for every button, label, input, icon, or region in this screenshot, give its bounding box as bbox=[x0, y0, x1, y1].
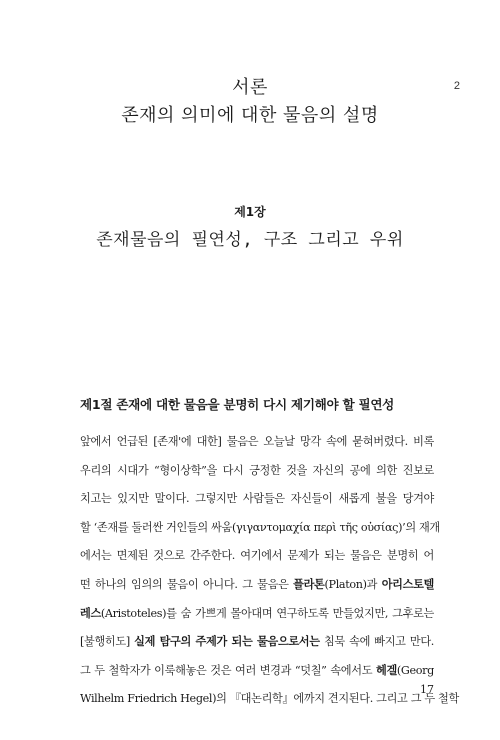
chapter-marker: 2 bbox=[453, 80, 460, 92]
body-line: 치고는 있지만 말이다. 그렇지만 사람들은 자신들이 새롭게 불을 당겨야 bbox=[80, 492, 434, 506]
section-heading: 제1절 존재에 대한 물음을 분명히 다시 제기해야 할 필연성 bbox=[80, 397, 395, 412]
body-text-segment: [불행히도] bbox=[80, 635, 135, 649]
emphasis-research-theme: 실제 탐구의 주제가 되는 물음으로서는 bbox=[134, 635, 320, 649]
body-text-segment: 그 두 철학자가 이룩해놓은 것은 여러 변경과 “덧칠” 속에서도 bbox=[80, 663, 376, 677]
body-text-segment: (Georg bbox=[396, 663, 434, 677]
body-paragraph bbox=[80, 428, 459, 714]
body-line bbox=[80, 628, 434, 657]
page-number: 17 bbox=[420, 683, 434, 696]
body-line: 할 ‘존재를 둘러싼 거인들의 싸움(γιγαντομαχία περὶ τῆς οὐσίας)’의 재개 bbox=[80, 520, 440, 534]
body-line: 에서는 면제된 것으로 간주한다. 여기에서 문제가 되는 물음은 분명히 어 bbox=[80, 549, 434, 563]
body-text-segment: (Platon)과 bbox=[324, 577, 382, 591]
body-line bbox=[80, 571, 434, 600]
body-text-segment: 떤 하나의 임의의 물음이 아니다. 그 물음은 bbox=[80, 577, 294, 591]
body-line bbox=[80, 600, 434, 629]
body-line: Wilhelm Friedrich Hegel)의 『대논리학』에까지 견지된다. 그리고 그 두 철학 bbox=[80, 692, 459, 706]
body-line bbox=[80, 657, 434, 686]
body-text-segment: (Aristoteles)를 숨 가쁘게 몰아대며 연구하도록 만들었지만, 그후로는 bbox=[100, 606, 434, 620]
body-line: 우리의 시대가 “형이상학”을 다시 긍정한 것을 자신의 공에 의한 진보로 bbox=[80, 463, 434, 477]
chapter-label: 제1장 bbox=[234, 205, 266, 219]
emphasis-plato: 플라톤 bbox=[293, 577, 325, 591]
body-text-segment: 침묵 속에 빠지고 만다. bbox=[319, 635, 434, 649]
intro-heading bbox=[0, 74, 500, 130]
emphasis-hegel: 헤겔 bbox=[376, 663, 397, 677]
intro-subtitle: 존재의 의미에 대한 물음의 설명 bbox=[121, 105, 379, 126]
emphasis-aristotle: 아리스토텔 bbox=[381, 577, 435, 591]
emphasis-aristotle-cont: 레스 bbox=[80, 606, 101, 620]
body-line: 앞에서 언급된 [존재'에 대한] 물음은 오늘날 망각 속에 묻혀버렸다. 비록 bbox=[80, 435, 434, 448]
chapter-title: 존재물음의 필연성, 구조 그리고 우위 bbox=[96, 230, 404, 250]
intro-title: 서론 bbox=[232, 77, 268, 98]
